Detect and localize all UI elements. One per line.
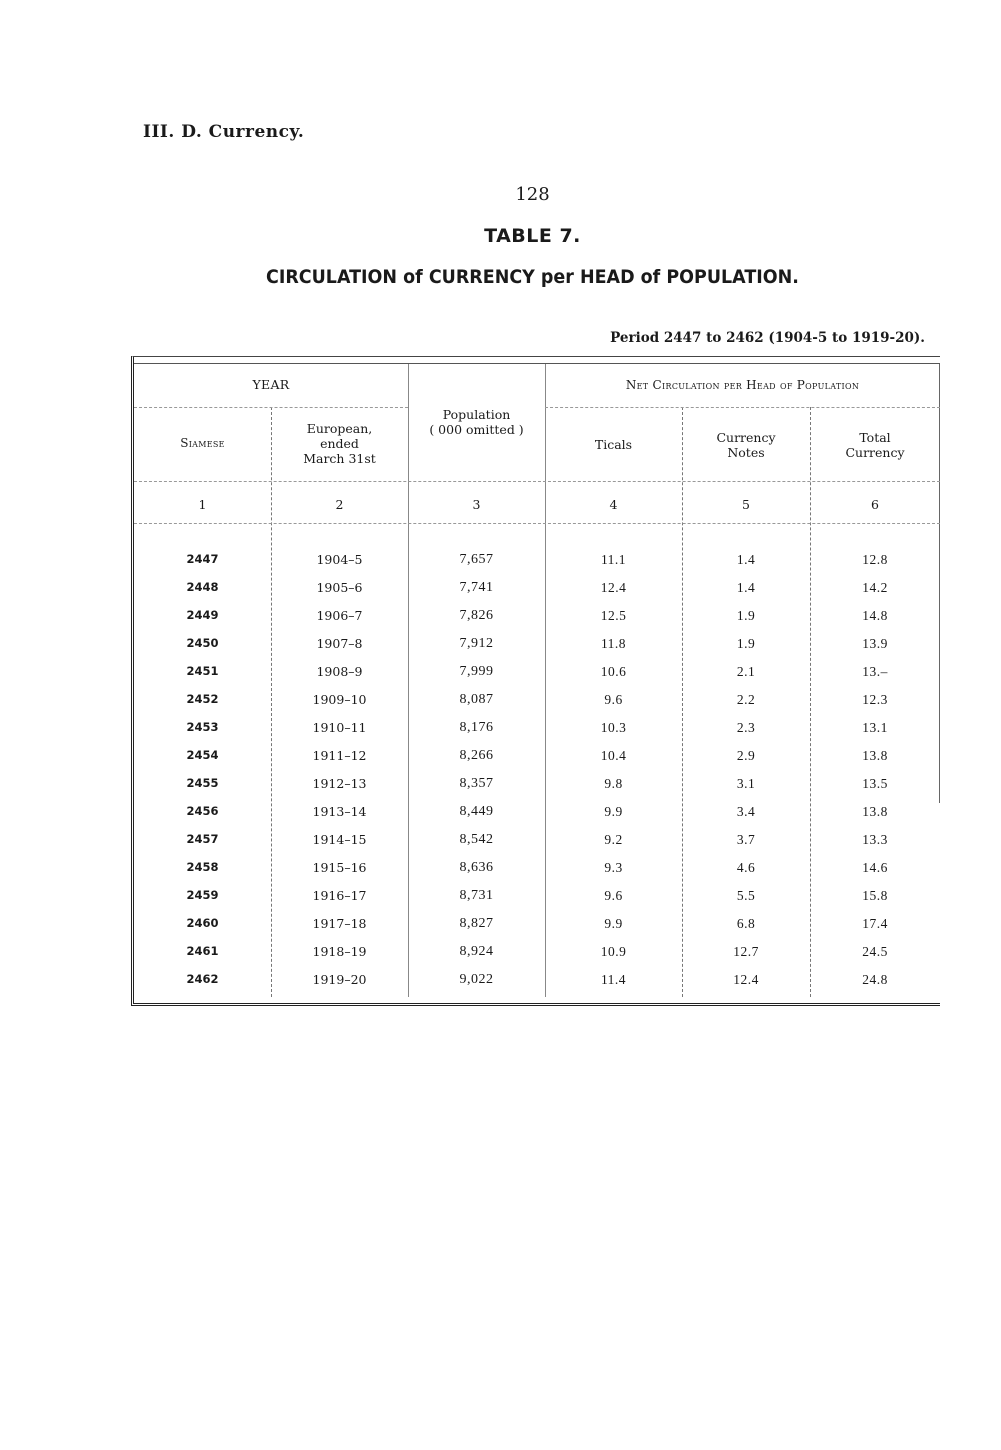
table-row — [134, 552, 940, 580]
european-year: 1910–11 — [312, 720, 367, 735]
population-header-line: ( 000 omitted ) — [429, 422, 524, 437]
ticals-value: 11.1 — [600, 552, 627, 567]
population-value: 8,176 — [459, 720, 494, 735]
ticals-value: 10.4 — [600, 748, 627, 763]
currency-notes-value: 1.4 — [736, 552, 756, 567]
siamese-year: 2454 — [186, 748, 219, 762]
total-currency-value: 14.2 — [862, 580, 888, 595]
european-year: 1914–15 — [312, 832, 367, 847]
table-row — [134, 944, 940, 972]
population-value: 7,912 — [459, 636, 494, 651]
period-note: Period 2447 to 2462 (1904-5 to 1919-20). — [610, 330, 925, 346]
table-row — [134, 636, 940, 664]
table-row — [134, 580, 940, 608]
population-value: 8,731 — [459, 888, 494, 903]
siamese-year: 2461 — [186, 944, 219, 958]
siamese-year: 2447 — [186, 552, 219, 566]
header-rule — [134, 407, 408, 408]
page-number: 128 — [515, 184, 550, 205]
currency-notes-header-line: Currency — [716, 430, 776, 445]
table-row — [134, 832, 940, 860]
table-row — [134, 720, 940, 748]
ticals-value: 10.6 — [600, 664, 627, 679]
currency-notes-value: 2.9 — [736, 748, 756, 763]
year-header: YEAR — [252, 377, 290, 392]
siamese-header: Siamese — [180, 436, 225, 450]
total-currency-header-line: Total — [859, 430, 891, 445]
european-year: 1915–16 — [312, 860, 367, 875]
european-year: 1909–10 — [312, 692, 367, 707]
siamese-year: 2458 — [186, 860, 219, 874]
table-title: TABLE 7. — [484, 225, 581, 247]
siamese-year: 2450 — [186, 636, 219, 650]
population-value: 8,266 — [459, 748, 494, 763]
population-value: 8,542 — [459, 832, 494, 847]
total-currency-value: 14.6 — [862, 860, 888, 875]
european-header-line: European, — [306, 421, 373, 436]
european-year: 1906–7 — [316, 608, 363, 623]
siamese-year: 2449 — [186, 608, 219, 622]
european-year: 1916–17 — [312, 888, 367, 903]
siamese-year: 2451 — [186, 664, 219, 678]
european-year: 1917–18 — [312, 916, 367, 931]
ticals-value: 9.6 — [604, 888, 623, 903]
ticals-value: 10.9 — [600, 944, 627, 959]
header-rule — [134, 363, 940, 364]
header-rule — [134, 523, 940, 524]
total-currency-value: 24.5 — [862, 944, 888, 959]
currency-notes-value: 12.7 — [733, 944, 759, 959]
siamese-year: 2456 — [186, 804, 219, 818]
ticals-value: 9.6 — [604, 692, 623, 707]
currency-notes-value: 2.3 — [736, 720, 756, 735]
total-currency-value: 13.1 — [862, 720, 888, 735]
currency-notes-value: 1.4 — [736, 580, 756, 595]
ticals-value: 11.4 — [600, 972, 627, 987]
european-year: 1904–5 — [316, 552, 363, 567]
siamese-year: 2462 — [186, 972, 219, 986]
total-currency-value: 13.9 — [862, 636, 888, 651]
currency-notes-value: 12.4 — [733, 972, 759, 987]
table-row — [134, 916, 940, 944]
population-header-line: Population — [442, 407, 511, 422]
siamese-year: 2457 — [186, 832, 219, 846]
total-currency-value: 13.8 — [862, 804, 888, 819]
header-rule — [134, 481, 940, 482]
currency-notes-value: 5.5 — [736, 888, 756, 903]
ticals-header: Ticals — [594, 437, 633, 452]
total-currency-value: 12.8 — [862, 552, 888, 567]
total-currency-value: 15.8 — [862, 888, 888, 903]
currency-notes-value: 3.1 — [736, 776, 756, 791]
table-row — [134, 860, 940, 888]
ticals-value: 10.3 — [600, 720, 627, 735]
population-value: 8,924 — [459, 944, 494, 959]
table-row — [134, 664, 940, 692]
column-number: 3 — [472, 497, 481, 512]
table-row — [134, 608, 940, 636]
currency-notes-value: 2.1 — [736, 664, 756, 679]
total-currency-value: 14.8 — [862, 608, 888, 623]
european-year: 1907–8 — [316, 636, 363, 651]
european-year: 1918–19 — [312, 944, 367, 959]
currency-notes-value: 2.2 — [736, 692, 756, 707]
siamese-year: 2448 — [186, 580, 219, 594]
siamese-year: 2452 — [186, 692, 219, 706]
european-year: 1908–9 — [316, 664, 363, 679]
table-row — [134, 804, 940, 832]
ticals-value: 9.9 — [604, 804, 623, 819]
european-header-line: March 31st — [303, 451, 376, 466]
currency-notes-value: 1.9 — [736, 608, 756, 623]
currency-notes-header — [682, 430, 810, 460]
european-year: 1913–14 — [312, 804, 367, 819]
currency-notes-value: 6.8 — [736, 916, 756, 931]
currency-notes-value: 1.9 — [736, 636, 756, 651]
total-currency-value: 13.– — [862, 664, 888, 679]
european-year: 1911–12 — [312, 748, 367, 763]
population-value: 8,827 — [459, 916, 494, 931]
currency-notes-value: 3.7 — [736, 832, 756, 847]
population-value: 8,087 — [459, 692, 494, 707]
table-row — [134, 888, 940, 916]
total-currency-value: 13.5 — [862, 776, 888, 791]
population-value: 7,657 — [459, 552, 494, 567]
total-currency-header-line: Currency — [845, 445, 905, 460]
european-header-line: ended — [320, 436, 359, 451]
population-value: 7,999 — [459, 664, 494, 679]
column-number: 6 — [871, 497, 879, 512]
population-header — [408, 407, 545, 437]
ticals-value: 9.3 — [604, 860, 623, 875]
currency-notes-value: 4.6 — [736, 860, 756, 875]
population-value: 7,826 — [459, 608, 494, 623]
column-number: 2 — [335, 497, 344, 512]
column-number: 1 — [198, 497, 207, 512]
column-number: 4 — [609, 497, 618, 512]
column-number: 5 — [742, 497, 750, 512]
siamese-year: 2453 — [186, 720, 219, 734]
table-row — [134, 748, 940, 776]
ticals-value: 11.8 — [600, 636, 627, 651]
header-rule — [545, 407, 940, 408]
total-currency-value: 17.4 — [862, 916, 888, 931]
european-year: 1919–20 — [312, 972, 367, 987]
total-currency-value: 12.3 — [862, 692, 888, 707]
total-currency-value: 13.3 — [862, 832, 888, 847]
currency-notes-value: 3.4 — [736, 804, 756, 819]
currency-table — [131, 356, 940, 1006]
european-year: 1905–6 — [316, 580, 363, 595]
ticals-value: 12.5 — [600, 608, 627, 623]
european-header — [271, 421, 408, 466]
siamese-year: 2460 — [186, 916, 219, 930]
population-value: 8,357 — [459, 776, 494, 791]
siamese-year: 2455 — [186, 776, 219, 790]
population-value: 8,449 — [459, 804, 494, 819]
section-heading: III. D. Currency. — [143, 122, 305, 142]
ticals-value: 9.2 — [604, 832, 623, 847]
european-year: 1912–13 — [312, 776, 367, 791]
ticals-value: 9.9 — [604, 916, 623, 931]
total-currency-value: 24.8 — [862, 972, 888, 987]
table-row — [134, 692, 940, 720]
total-currency-header — [810, 430, 940, 460]
table-row — [134, 776, 940, 804]
total-currency-value: 13.8 — [862, 748, 888, 763]
siamese-year: 2459 — [186, 888, 219, 902]
population-value: 9,022 — [459, 972, 494, 987]
net-circulation-header: Net Circulation per Head of Population — [625, 378, 860, 392]
population-value: 8,636 — [459, 860, 494, 875]
ticals-value: 9.8 — [604, 776, 623, 791]
currency-notes-header-line: Notes — [727, 445, 765, 460]
table-subtitle: CIRCULATION of CURRENCY per HEAD of POPULATION. — [265, 266, 799, 288]
population-value: 7,741 — [459, 580, 494, 595]
table-row — [134, 972, 940, 1000]
ticals-value: 12.4 — [600, 580, 627, 595]
